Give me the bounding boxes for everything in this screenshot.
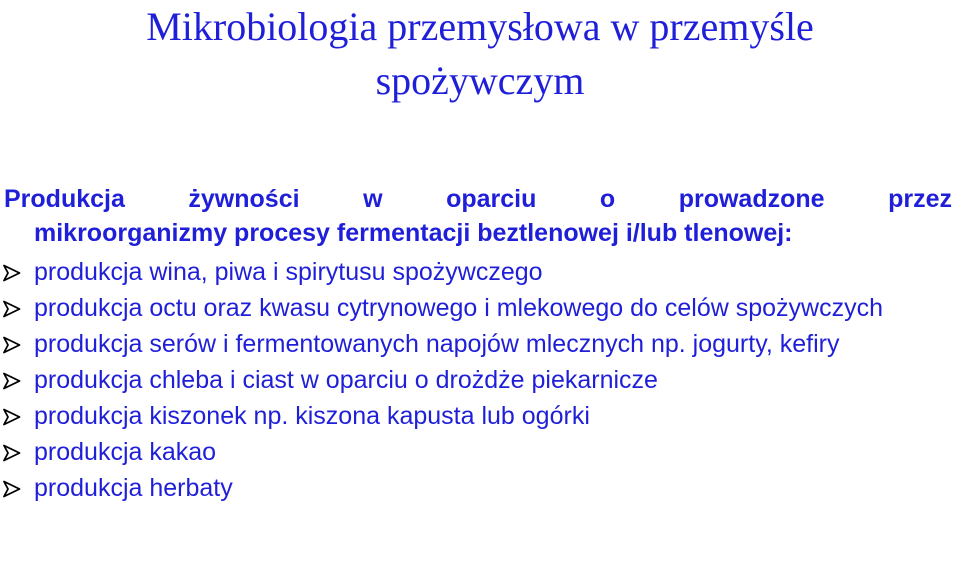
list-item-text: produkcja kakao bbox=[34, 438, 217, 466]
list-item-text: produkcja octu oraz kwasu cytrynowego i mlekowego do celów spożywczych bbox=[34, 294, 883, 322]
list-item-text: produkcja serów i fermentowanych napojów mlecznych np. jogurty, kefiry bbox=[34, 330, 840, 358]
arrowhead-outline-icon bbox=[0, 434, 24, 470]
intro-word: przez bbox=[888, 185, 952, 213]
list-item-text: produkcja herbaty bbox=[34, 474, 233, 502]
list-item-text: produkcja chleba i ciast w oparciu o drożdże piekarnicze bbox=[34, 366, 658, 394]
list-item bbox=[0, 398, 956, 434]
intro-word: oparciu bbox=[446, 185, 537, 213]
slide-title bbox=[0, 0, 960, 108]
intro-line-1 bbox=[4, 182, 952, 216]
list-item bbox=[0, 470, 956, 506]
bullet-list bbox=[0, 254, 956, 506]
slide-title-line-2: spożywczym bbox=[375, 58, 585, 103]
intro-paragraph bbox=[4, 182, 952, 250]
list-item bbox=[0, 362, 956, 398]
slide-title-line-1: Mikrobiologia przemysłowa w przemyśle bbox=[146, 4, 814, 49]
arrowhead-outline-icon bbox=[0, 326, 24, 362]
intro-line-2: mikroorganizmy procesy fermentacji beztlenowej i/lub tlenowej: bbox=[34, 219, 793, 247]
arrowhead-outline-icon bbox=[0, 398, 24, 434]
intro-word: w bbox=[363, 185, 383, 213]
arrowhead-outline-icon bbox=[0, 290, 24, 326]
list-item-text: produkcja kiszonek np. kiszona kapusta lub ogórki bbox=[34, 402, 590, 430]
arrowhead-outline-icon bbox=[0, 362, 24, 398]
intro-word: o bbox=[599, 185, 616, 213]
list-item-text: produkcja wina, piwa i spirytusu spożywczego bbox=[34, 258, 543, 286]
intro-word: prowadzone bbox=[678, 185, 825, 213]
intro-word: żywności bbox=[188, 185, 300, 213]
intro-word: Produkcja bbox=[4, 185, 125, 213]
list-item bbox=[0, 290, 956, 326]
list-item bbox=[0, 434, 956, 470]
arrowhead-outline-icon bbox=[0, 470, 24, 506]
arrowhead-outline-icon bbox=[0, 254, 24, 290]
list-item bbox=[0, 326, 956, 362]
list-item bbox=[0, 254, 956, 290]
